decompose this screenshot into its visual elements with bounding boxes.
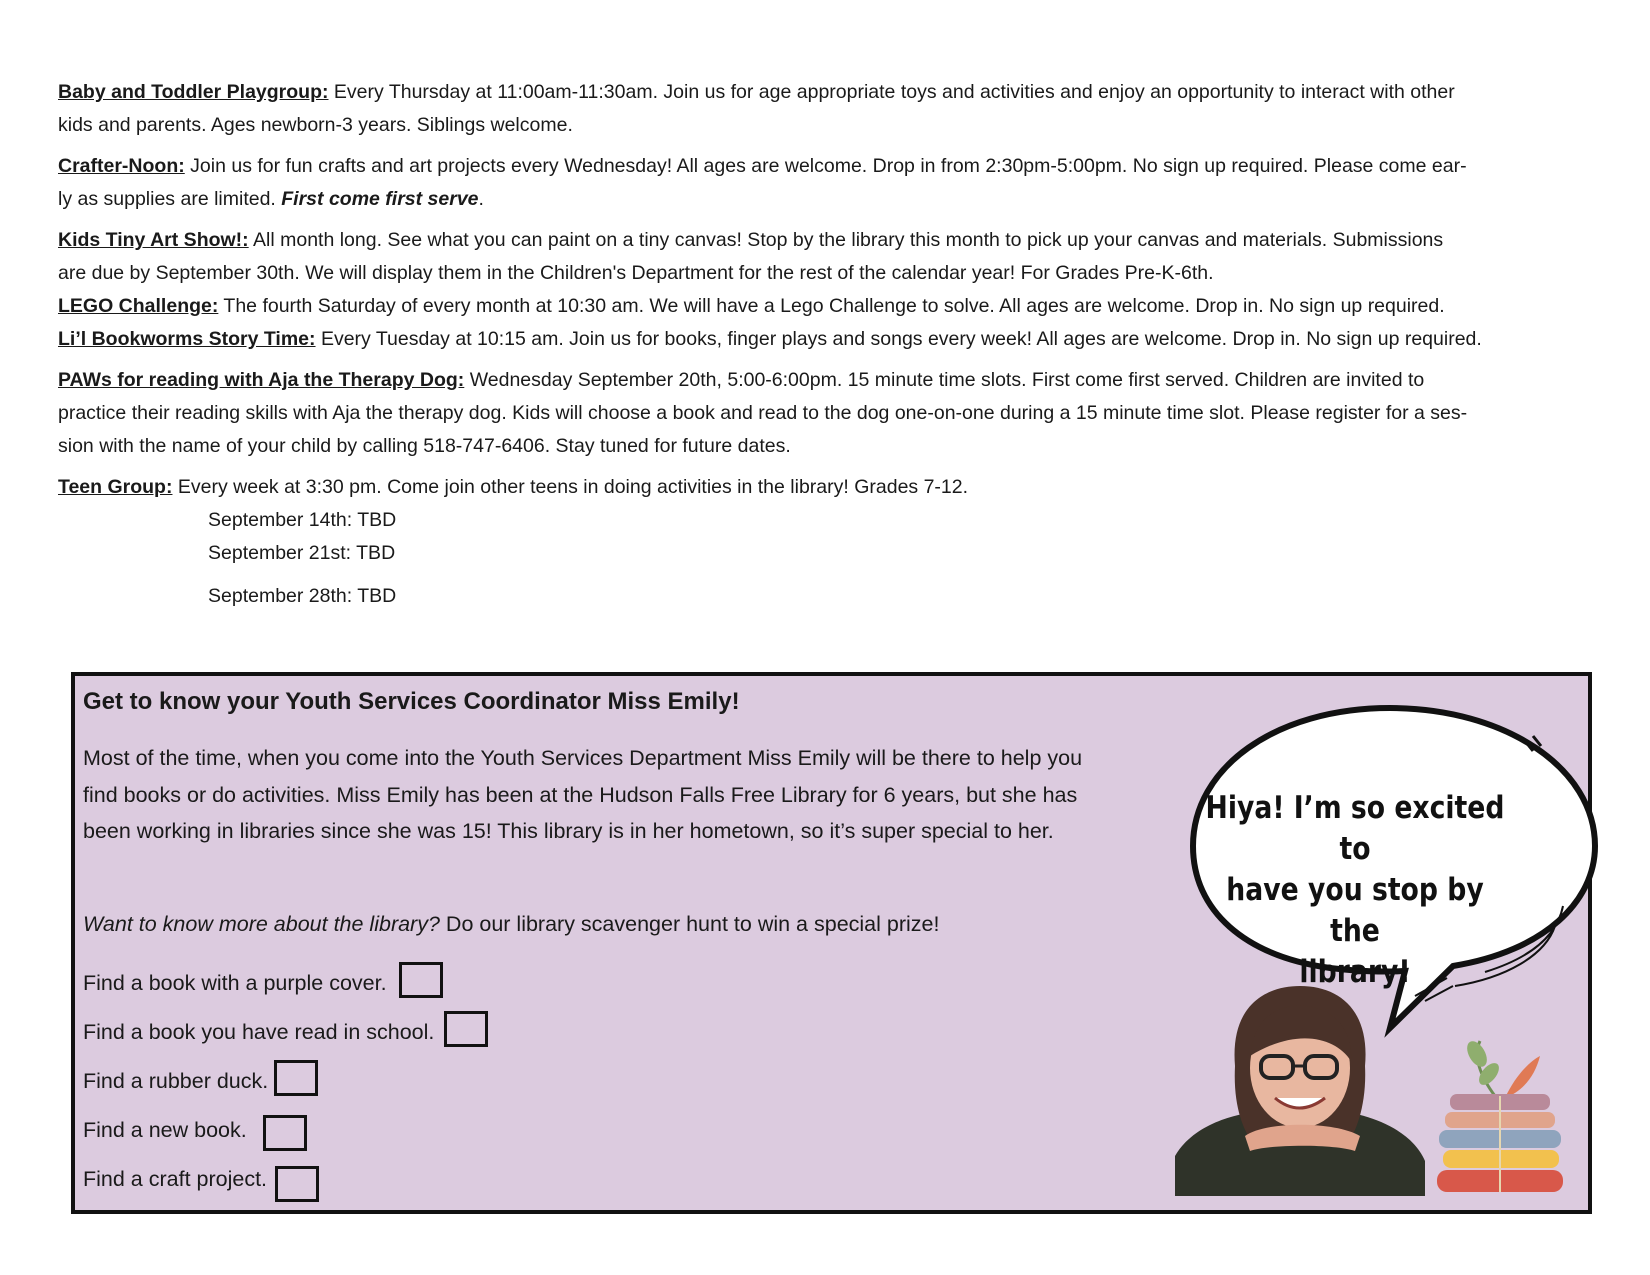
scavenger-hunt-intro [83,912,939,937]
bubble-line: have you stop by the [1226,872,1484,949]
teen-dates [208,504,1598,613]
bubble-line: library! [1299,954,1411,990]
event-crafter-noon [58,150,1598,216]
event-baby-playgroup [58,76,1598,142]
hunt-item-label: Find a book with a purple cover. [83,971,387,995]
hunt-item-label: Find a new book. [83,1118,247,1142]
speech-bubble-text [1205,788,1506,993]
hunt-checkbox[interactable] [263,1115,307,1151]
bio-line: find books or do activities. Miss Emily has been at the Hudson Falls Free Library for 6 years, but she has [83,782,1078,807]
bio-line: been working in libraries since she was 15! This library is in her hometown, so it’s super special to her. [83,819,1054,843]
event-title: Teen Group: [58,476,173,498]
event-story-time [58,323,1598,356]
hunt-item [83,1057,488,1106]
hunt-checkbox[interactable] [444,1011,488,1047]
event-text: All month long. See what you can paint on a tiny canvas! Stop by the library this month to pick up your canvas and materials. Submissions [248,229,1444,251]
scavenger-hunt-list [83,959,488,1204]
event-text: Join us for fun crafts and art projects every Wednesday! All ages are welcome. Drop in from 2:30pm-5:00pm. No sign up required. Please come ear- [184,155,1467,177]
hunt-item [83,959,488,1008]
event-text: Every week at 3:30 pm. Come join other teens in doing activities in the library! Grades 7-12. [172,476,969,498]
hunt-checkbox[interactable] [399,962,443,998]
coordinator-photo [1175,986,1425,1196]
event-text: The fourth Saturday of every month at 10:30 am. We will have a Lego Challenge to solve. All ages are welcome. Drop in. No sign up required. [218,295,1445,317]
hunt-checkbox[interactable] [275,1166,319,1202]
event-text: . [478,188,484,210]
event-text: Wednesday September 20th, 5:00-6:00pm. 15 minute time slots. First come first served. Children are invited to [464,369,1425,391]
event-text: ly as supplies are limited. [58,188,282,210]
event-text: kids and parents. Ages newborn-3 years. Siblings welcome. [58,114,573,136]
teen-date: September 14th: TBD [208,509,397,531]
event-title: Crafter-Noon: [58,155,185,177]
hunt-checkbox[interactable] [274,1060,318,1096]
event-title: LEGO Challenge: [58,295,219,317]
hunt-question: Want to know more about the library? [83,912,440,936]
coordinator-panel [71,672,1592,1214]
event-text: sion with the name of your child by calling 518-747-6406. Stay tuned for future dates. [58,435,791,457]
book-stack-icon [1425,1036,1575,1201]
event-text: Every Thursday at 11:00am-11:30am. Join us for age appropriate toys and activities and enjoy an opportunity to interact with other [328,81,1455,103]
event-emphasis: First come first serve [281,188,479,210]
event-text: practice their reading skills with Aja the therapy dog. Kids will choose a book and read to the dog one-on-one during a 15 minute time slot. Please register for a ses- [58,402,1468,424]
event-title: Li’l Bookworms Story Time: [58,328,316,350]
teen-date: September 21st: TBD [208,542,396,564]
events-list [58,76,1598,613]
hunt-item [83,1106,488,1155]
bio-line: Most of the time, when you come into the Youth Services Department Miss Emily will be there to help you [83,746,1083,770]
hunt-item-label: Find a rubber duck. [83,1069,269,1093]
event-title: Baby and Toddler Playgroup: [58,81,329,103]
event-tiny-art-show [58,224,1598,290]
panel-title: Get to know your Youth Services Coordinator Miss Emily! [83,688,740,715]
hunt-item [83,1155,488,1204]
hunt-item-label: Find a book you have read in school. [83,1020,435,1044]
event-lego-challenge [58,290,1598,323]
hunt-intro-text: Do our library scavenger hunt to win a special prize! [439,912,940,936]
event-title: Kids Tiny Art Show!: [58,229,249,251]
event-text: are due by September 30th. We will display them in the Children's Department for the rest of the calendar year! For Grades Pre-K-6th. [58,262,1214,284]
event-paws-reading [58,364,1598,463]
bubble-line: Hiya! I’m so excited to [1205,790,1505,867]
event-title: PAWs for reading with Aja the Therapy Dog: [58,369,465,391]
event-text: Every Tuesday at 10:15 am. Join us for books, finger plays and songs every week! All ages are welcome. Drop in. No sign up required. [315,328,1482,350]
hunt-item [83,1008,488,1057]
coordinator-bio [83,740,1163,850]
teen-date: September 28th: TBD [208,585,397,607]
hunt-item-label: Find a craft project. [83,1167,268,1191]
event-teen-group [58,471,1598,504]
